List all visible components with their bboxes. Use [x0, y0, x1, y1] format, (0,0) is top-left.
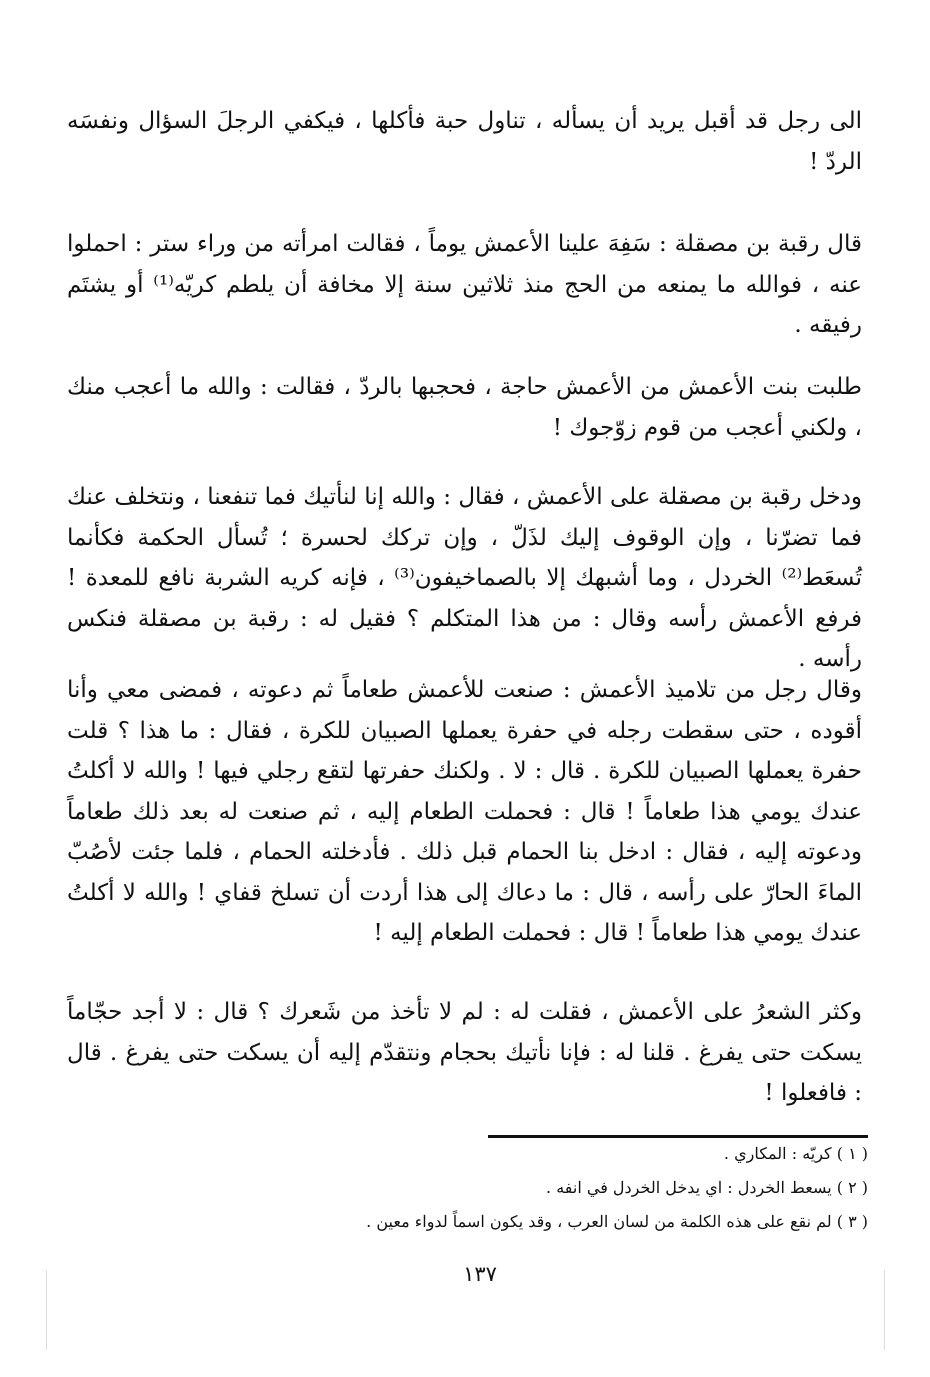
- paragraph-3-block: [67, 367, 862, 448]
- page-number: ١٣٧: [463, 1262, 497, 1286]
- paragraph: قال رقبة بن مصقلة : سَفِهَ علينا الأعمش يوماً ، فقالت امرأته من وراء ستر : احملوا عنه ، فوالله ما يمنعه من الحج منذ ثلاثين سنة إلا مخافة أن يلطم كريّه⁽¹⁾ أو يشتَم رفيقه .: [67, 231, 863, 338]
- paragraph-1-block: [67, 101, 862, 182]
- paragraph-5-block: [67, 670, 862, 954]
- paragraph: وكثر الشعرُ على الأعمش ، فقلت له : لم لا تأخذ من شَعرك ؟ قال : لا أجد حجّاماً يسكت حتى يفرغ . قلنا له : فإنا نأتيك بحجام ونتقدّم إليه أن يسكت حتى يفرغ . قال : فافعلوا !: [67, 999, 862, 1106]
- paragraph: وقال رجل من تلاميذ الأعمش : صنعت للأعمش طعاماً ثم دعوته ، فمضى معي وأنا أقوده ، حتى سقطت رجله في حفرة يعملها الصبيان للكرة ، فقال : ما هذا ؟ قلت حفرة يعملها الصبيان للكرة . قال : لا . ولكنك حفرتها لتقع رجلي فيها ! والله لا أكلتُ عندك يومي هذا طعاماً ! قال : فحملت الطعام إليه ، ثم صنعت له بعد ذلك طعاماً ودعوته إليه ، فقال : ادخل بنا الحمام قبل ذلك . فأدخلته الحمام ، فلما جئت لأصُبّ الماءَ الحارّ على رأسه ، قال : ما دعاك إلى هذا أردت أن تسلخ قفاي ! والله لا أكلتُ عندك يومي هذا طعاماً ! قال : فحملت الطعام إليه !: [67, 677, 862, 946]
- paragraph-6-block: [67, 992, 862, 1114]
- footnote-3: ( ٣ ) لم نقع على هذه الكلمة من لسان العرب ، وقد يكون اسماً لدواء معين .: [366, 1212, 868, 1231]
- paragraph: طلبت بنت الأعمش من الأعمش حاجة ، فحجبها بالردّ ، فقالت : والله ما أعجب منك ، ولكني أعجب من قوم زوّجوك !: [67, 374, 862, 441]
- page-edge-line: [46, 1270, 47, 1350]
- footnote-2: ( ٢ ) يسعط الخردل : اي يدخل الخردل في انفه .: [546, 1178, 868, 1197]
- paragraph: الى رجل قد أقبل يريد أن يسأله ، تناول حبة فأكلها ، فيكفي الرجلَ السؤال ونفسَه الردّ !: [67, 108, 862, 175]
- paragraph-2-block: [67, 224, 862, 346]
- footnote-separator: [488, 1135, 868, 1138]
- paragraph-4-block: [67, 477, 862, 680]
- footnote-1: ( ١ ) كريّه : المكاري .: [723, 1144, 868, 1163]
- paragraph: ودخل رقبة بن مصقلة على الأعمش ، فقال : والله إنا لنأتيك فما تنفعنا ، ونتخلف عنك فما تضرّنا ، وإن الوقوف إليك لذَلّ ، وإن تركك لحسرة ؛ تُسأل الحكمة فكأنما تُسعَط⁽²⁾ الخردل ، وما أشبهك إلا بالصماخيفون⁽³⁾ ، فإنه كريه الشربة نافع للمعدة ! فرفع الأعمش رأسه وقال : من هذا المتكلم ؟ فقيل له : رقبة بن مصقلة فنكس رأسه .: [67, 484, 862, 672]
- page-edge-line: [884, 1270, 885, 1350]
